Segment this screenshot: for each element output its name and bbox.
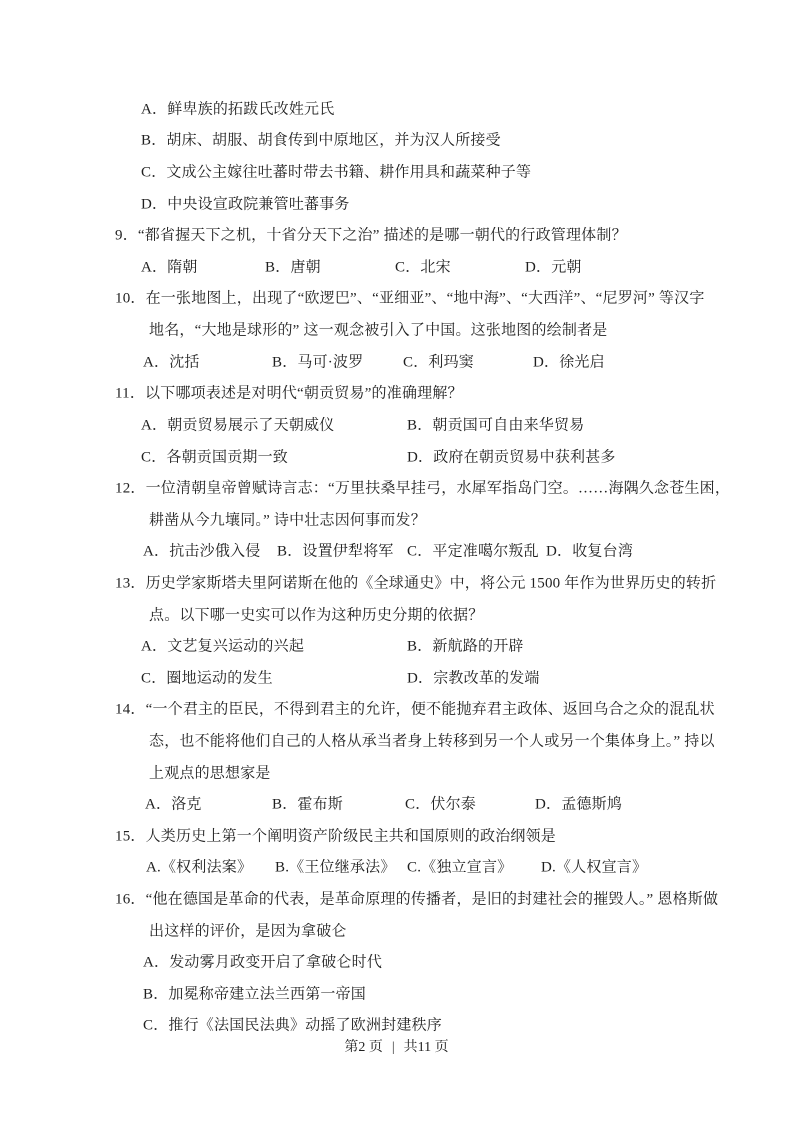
q12-stem bbox=[115, 471, 731, 503]
q9-option-c: C．北宋 bbox=[395, 259, 451, 276]
q10-option-a: A．沈括 bbox=[143, 354, 200, 371]
q11-options-row bbox=[115, 440, 715, 472]
q12-option-b: B．设置伊犁将军 bbox=[277, 543, 394, 560]
q16-option-c: C．推行《法国民法典》动摇了欧洲封建秩序 bbox=[143, 1017, 443, 1034]
footer-total-pages: 共11 页 bbox=[403, 1040, 449, 1055]
q14-options-row bbox=[115, 787, 715, 819]
q14-stem bbox=[115, 724, 715, 756]
q12-option-c: C．平定准噶尔叛乱 bbox=[407, 543, 539, 560]
q8-option-c: C．文成公主嫁往吐蕃时带去书籍、耕作用具和蔬菜种子等 bbox=[141, 164, 532, 181]
q16-option-a: A．发动雾月政变开启了拿破仑时代 bbox=[143, 954, 383, 971]
q12-option-a: A．抗击沙俄入侵 bbox=[143, 543, 261, 560]
q11-options-row bbox=[115, 408, 715, 440]
q16-stem-line2: 出这样的评价，是因为拿破仑 bbox=[149, 923, 347, 940]
q9-option-d: D．元朝 bbox=[525, 259, 582, 276]
q14-stem bbox=[115, 693, 715, 725]
q16-stem bbox=[115, 914, 715, 946]
q15-stem-text: 15．人类历史上第一个阐明资产阶级民主共和国原则的政治纲领是 bbox=[115, 828, 557, 845]
q15-option-d: D.《人权宣言》 bbox=[541, 859, 648, 876]
q15-options-row bbox=[115, 851, 715, 883]
q14-stem-line1: 14．“一个君主的臣民，不得到君主的允许，便不能抛弃君主政体、返回乌合之众的混乱状 bbox=[115, 701, 715, 718]
question-list bbox=[115, 92, 731, 1040]
q12-stem bbox=[115, 503, 715, 535]
footer-page-number: 第2 页 bbox=[344, 1040, 383, 1055]
q9-stem-text: 9．“都省握天下之机，十省分天下之治” 描述的是哪一朝代的行政管理体制？ bbox=[115, 227, 627, 244]
q11-stem bbox=[115, 376, 715, 408]
q15-option-a: A.《权利法案》 bbox=[146, 859, 253, 876]
q13-option-a: A．文艺复兴运动的兴起 bbox=[141, 638, 305, 655]
q13-options-row bbox=[115, 629, 715, 661]
q10-option-d: D．徐光启 bbox=[533, 354, 605, 371]
q10-option-b: B．马可·波罗 bbox=[272, 354, 364, 371]
q13-stem bbox=[115, 598, 715, 630]
q13-options-row bbox=[115, 661, 715, 693]
q9-options-row bbox=[115, 250, 715, 282]
q10-stem-line1: 10．在一张地图上，出现了“欧逻巴”、“亚细亚”、“地中海”、“大西洋”、“尼罗河” 等汉字 bbox=[115, 290, 705, 307]
q11-option-d: D．政府在朝贡贸易中获利甚多 bbox=[407, 449, 616, 465]
q8-option-line bbox=[115, 124, 715, 156]
q16-stem-line1: 16．“他在德国是革命的代表，是革命原理的传播者，是旧的封建社会的摧毁人。” 恩格斯做 bbox=[115, 891, 719, 908]
q10-option-c: C．利玛窦 bbox=[403, 354, 475, 371]
q13-option-d: D．宗教改革的发端 bbox=[407, 670, 540, 687]
q12-option-d: D．收复台湾 bbox=[546, 543, 634, 560]
q14-stem-line2: 态，也不能将他们自己的人格从承当者身上转移到另一个人或另一个集体身上。” 持以 bbox=[149, 733, 715, 750]
q12-options-row bbox=[115, 535, 715, 567]
q13-stem-line1: 13．历史学家斯塔夫里阿诺斯在他的《全球通史》中，将公元 1500 年作为世界历史的转折 bbox=[115, 575, 717, 592]
q15-stem bbox=[115, 819, 715, 851]
q14-stem-line3: 上观点的思想家是 bbox=[149, 765, 271, 782]
q14-option-d: D．孟德斯鸠 bbox=[535, 796, 623, 813]
q8-option-b: B．胡床、胡服、胡食传到中原地区，并为汉人所接受 bbox=[141, 132, 501, 149]
q15-option-c: C.《独立宣言》 bbox=[407, 859, 513, 876]
q11-option-a: A．朝贡贸易展示了天朝威仪 bbox=[141, 417, 335, 434]
q9-option-b: B．唐朝 bbox=[265, 259, 321, 276]
page-footer bbox=[0, 1036, 793, 1056]
q11-option-b: B．朝贡国可自由来华贸易 bbox=[407, 417, 585, 434]
q11-option-c: C．各朝贡国贡期一致 bbox=[141, 449, 289, 465]
q13-stem-line2: 点。以下哪一史实可以作为这种历史分期的依据？ bbox=[149, 607, 484, 624]
q8-option-a: A．鲜卑族的拓跋氏改姓元氏 bbox=[141, 101, 335, 118]
q10-stem-line2: 地名，“大地是球形的” 这一观念被引入了中国。这张地图的绘制者是 bbox=[149, 322, 608, 339]
q11-stem-text: 11．以下哪项表述是对明代“朝贡贸易”的准确理解？ bbox=[115, 385, 463, 402]
q14-option-c: C．伏尔泰 bbox=[405, 796, 477, 813]
q16-option-b: B．加冕称帝建立法兰西第一帝国 bbox=[143, 986, 367, 1003]
q9-stem bbox=[115, 218, 715, 250]
q13-option-b: B．新航路的开辟 bbox=[407, 638, 524, 655]
q16-option-line bbox=[115, 977, 715, 1009]
q14-option-b: B．霍布斯 bbox=[272, 796, 344, 813]
q10-stem bbox=[115, 313, 715, 345]
q14-stem bbox=[115, 756, 715, 788]
footer-divider: | bbox=[391, 1040, 395, 1055]
q13-stem bbox=[115, 566, 715, 598]
q14-option-a: A．洛克 bbox=[145, 796, 202, 813]
q10-stem bbox=[115, 282, 715, 314]
q12-stem-line2: 耕凿从今九壤同。” 诗中壮志因何事而发？ bbox=[149, 512, 426, 529]
q15-option-b: B.《王位继承法》 bbox=[275, 859, 396, 876]
q8-option-line bbox=[115, 187, 715, 219]
q16-option-line bbox=[115, 945, 715, 977]
q13-option-c: C．圈地运动的发生 bbox=[141, 670, 273, 687]
q8-option-line bbox=[115, 155, 715, 187]
q8-option-line bbox=[115, 92, 715, 124]
q8-option-d: D．中央设宣政院兼管吐蕃事务 bbox=[141, 196, 350, 213]
q9-option-a: A．隋朝 bbox=[141, 259, 198, 276]
q16-stem bbox=[115, 882, 719, 914]
q12-stem-line1: 12．一位清朝皇帝曾赋诗言志：“万里扶桑早挂弓，水犀军指岛门空。……海隅久念苍生困， bbox=[115, 480, 731, 497]
q10-options-row bbox=[115, 345, 715, 377]
